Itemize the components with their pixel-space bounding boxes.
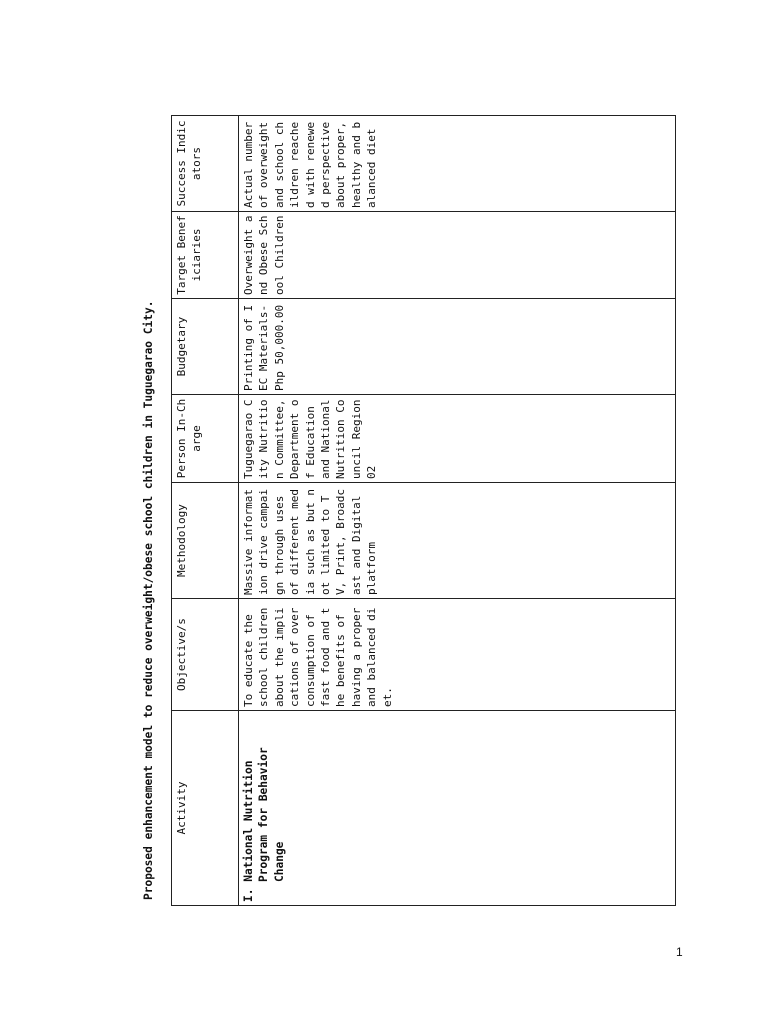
cell-methodology: Massive information drive campaign through uses of different media such as but not limited to TV, Print, Broadcast and Digital platform (239, 483, 676, 599)
header-objectives: Objective/s (172, 599, 239, 711)
activity-line (241, 714, 287, 902)
page-number: 1 (676, 945, 683, 959)
table-header-row (172, 116, 239, 906)
activity-number: I. (242, 888, 255, 902)
cell-person-in-charge: Tuguegarao City Nutrition Committee, Department of Education and National Nutrition Council Region 02 (239, 395, 676, 483)
cell-target-beneficiaries: Overweight and Obese School Children (239, 212, 676, 299)
cell-budgetary: Printing of IEC Materials- Php 50,000.00 (239, 299, 676, 395)
table-row (239, 116, 676, 906)
header-activity: Activity (172, 711, 239, 906)
header-person-in-charge: Person In-Charge (172, 395, 239, 483)
rotated-table-container (171, 116, 676, 906)
cell-activity (239, 711, 676, 906)
enhancement-model-table (171, 115, 676, 906)
header-target-beneficiaries: Target Beneficiaries (172, 212, 239, 299)
cell-objectives: To educate the school children about the implications of over consumption of fast food and the benefits of having a proper and balanced diet. (239, 599, 676, 711)
cell-success-indicators: Actual number of overweight and school children reached with renewed perspective about proper, healthy and balanced diet (239, 116, 676, 212)
header-success-indicators: Success Indicators (172, 116, 239, 212)
header-methodology: Methodology (172, 483, 239, 599)
activity-label: National Nutrition Program for Behavior Change (242, 747, 286, 882)
document-title: Proposed enhancement model to reduce overweight/obese school children in Tuguegarao City. (142, 300, 155, 900)
header-budgetary: Budgetary (172, 299, 239, 395)
